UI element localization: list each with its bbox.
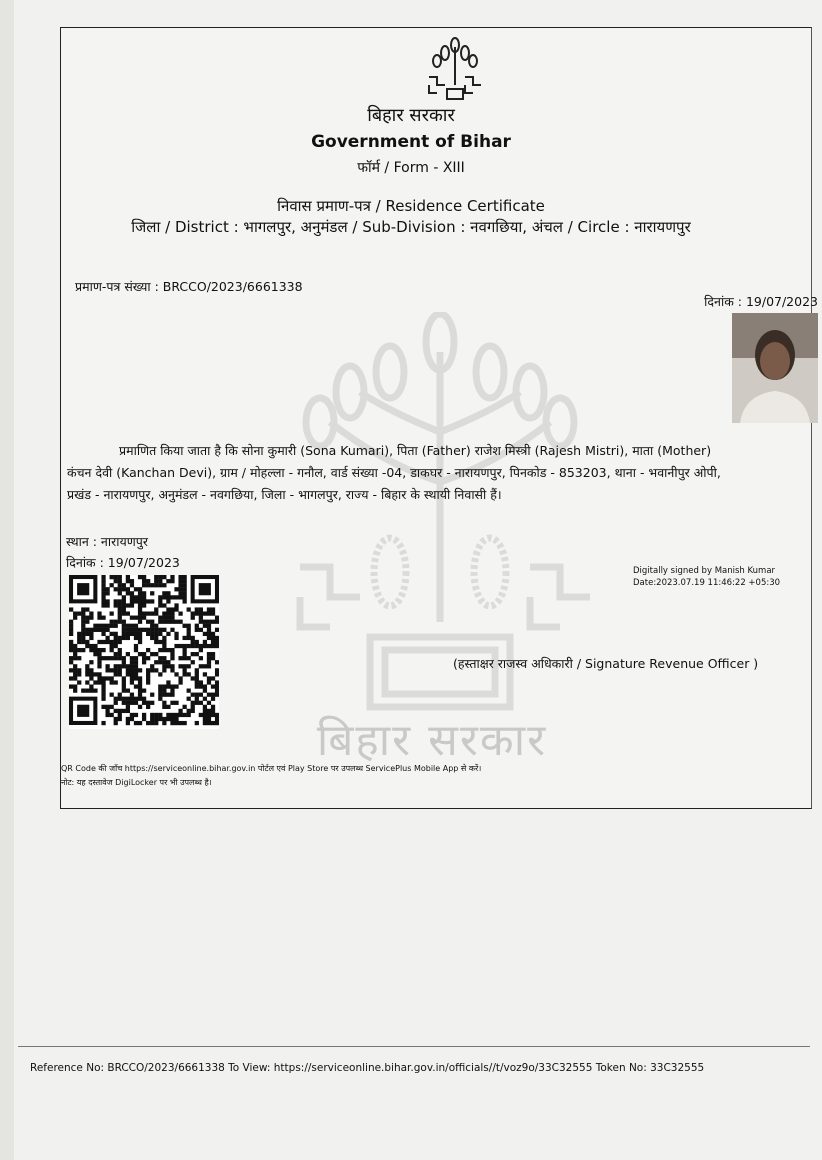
certificate-number: प्रमाण-पत्र संख्या : BRCCO/2023/6661338: [75, 279, 303, 294]
title-hindi: बिहार सरकार: [367, 105, 455, 126]
place: स्थान : नारायणपुर: [66, 534, 148, 549]
signature-officer: (हस्ताक्षर राजस्व अधिकारी / Signature Revenue Officer ): [453, 656, 759, 671]
body-line-3: प्रखंड - नारायणपुर, अनुमंडल - नवगछिया, जिला - भागलपुर, राज्य - बिहार के स्थायी निवासी हैं।: [67, 487, 502, 502]
form-label: फॉर्म / Form - XIII: [357, 160, 465, 176]
bihar-emblem-icon: [425, 37, 485, 101]
qr-note: QR Code की जाँच https://serviceonline.bihar.gov.in पोर्टल एवं Play Store पर उपलब्ध ServicePlus Mobile App से करें।: [61, 764, 482, 773]
district-line: जिला / District : भागलपुर, अनुमंडल / Sub-Division : नवगछिया, अंचल / Circle : नारायणपुर: [131, 218, 691, 236]
title-english: Government of Bihar: [311, 132, 511, 152]
body-line-2: कंचन देवी (Kanchan Devi), ग्राम / मोहल्ला - गनौल, वार्ड संख्या -04, डाकघर - नारायणपुर, पिनकोड - 853203, थाना - भवानीपुर ओपी,: [67, 465, 721, 480]
reference-line: Reference No: BRCCO/2023/6661338 To View: https://serviceonline.bihar.gov.in/officials//t/voz9o/33C32555 Token No: 33C32555: [30, 1062, 705, 1074]
date-bottom: दिनांक : 19/07/2023: [66, 555, 180, 570]
certificate-body: [67, 440, 819, 506]
date-top: दिनांक : 19/07/2023: [704, 294, 818, 309]
digital-signature-line-1: Digitally signed by Manish Kumar: [633, 566, 776, 576]
certificate-title: निवास प्रमाण-पत्र / Residence Certificate: [277, 197, 545, 215]
footer-divider: [18, 1046, 810, 1047]
body-line-1: प्रमाणित किया जाता है कि सोना कुमारी (Sona Kumari), पिता (Father) राजेश मिस्त्री (Rajesh Mistri), माता (Mother): [119, 443, 712, 458]
digilocker-note: नोट: यह दस्तावेज DigiLocker पर भी उपलब्ध है।: [61, 778, 212, 787]
digital-signature-line-2: Date:2023.07.19 11:46:22 +05:30: [633, 578, 781, 588]
watermark-text: बिहार सरकार: [316, 715, 548, 766]
qr-code-icon[interactable]: [69, 575, 219, 729]
photo-portrait: [732, 313, 818, 423]
